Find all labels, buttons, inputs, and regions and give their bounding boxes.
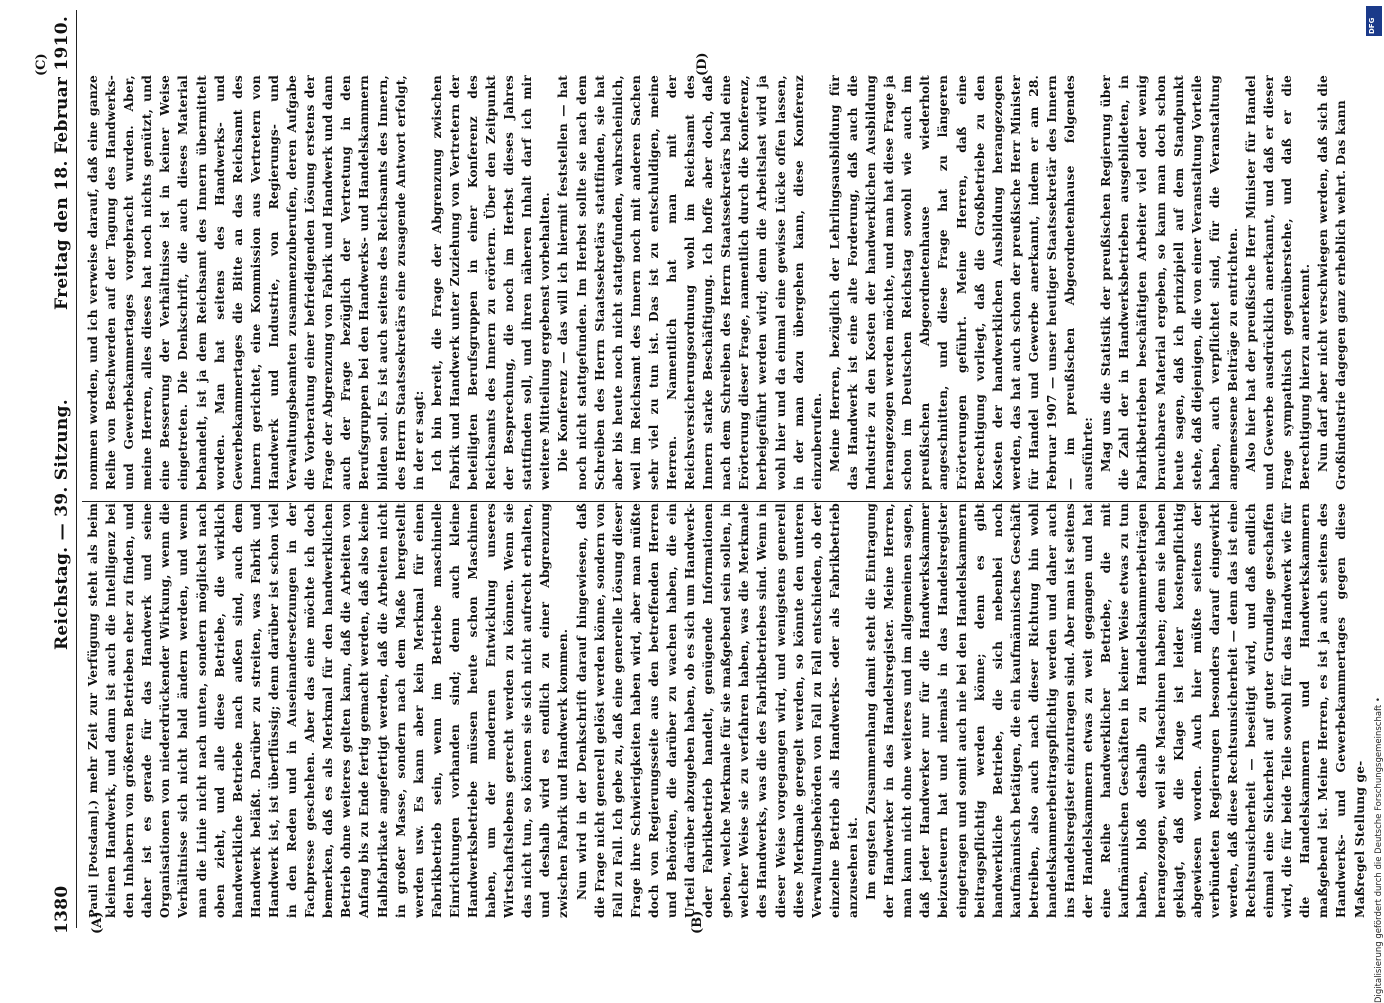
- session-title: Reichstag. — 39. Sitzung.: [52, 399, 72, 650]
- margin-mark-a: (A): [90, 911, 105, 934]
- credit-text: Digitalisierung gefördert durch die Deutsche Forschungsgemeinschaft •: [1374, 697, 1384, 1003]
- paragraph: Also hier hat der preußische Herr Minister für Handel und Gewerbe ausdrücklich anerkannt, und daß er dieser Frage sympathisch gegenüberstehe, und daß er die Berechtigung hierzu anerkennt.: [1244, 75, 1313, 490]
- left-column: [84, 503, 1367, 918]
- margin-mark-b: (B): [690, 910, 705, 934]
- paragraph: Die Konferenz — das will ich hiermit feststellen — hat noch nicht stattgefunden. Im Herbst sollte sie nach dem Schreiben des Herrn Staatssekretärs stattfinden, sie hat aber bis heute noch nicht stattgefunden, wahrscheinlich, weil im Reichsamt des Innern noch mit anderen Sachen sehr viel zu tun ist. Das ist zu entschuldigen, meine Herren. Namentlich hat man mit der Reichsversicherungsordnung wohl im Reichsamt des Innern starke Beschäftigung. Ich hoffe aber doch, daß nach dem Schreiben des Herrn Staatssekretärs bald eine Erörterung dieser Frage, namentlich durch die Konferenz, herbeigeführt werden wird; denn die Arbeitslast wird ja wohl hier und da einmal eine gewisse Lücke offen lassen, in der man dazu übergehen kann, diese Konferenz einzuberufen.: [556, 75, 824, 490]
- quoted-paragraph: Mag uns die Statistik der preußischen Regierung über die Zahl der in Handwerksbetrieben ausgebildeten, in Fabrikbetrieben beschäftigten Arbeiter viel oder wenig brauchbares Material ergeben, so kann man doch schon heute sagen, daß ich prinzipiell auf dem Standpunkt stehe, daß diejenigen, die von einer Veranstaltung Vorteile haben, auch verpflichtet sind, für die Veranstaltung angemessene Beiträge zu entrichten.: [1099, 75, 1240, 490]
- paragraph: Im engsten Zusammenhang damit steht die Eintragung der Handwerker in das Handelsregister. Meine Herren, man kann nicht ohne weiteres und im allgemeinen sagen, daß jeder Handwerker nur für die Handwerkskammer beizusteuern hat und niemals in das Handelsregister eingetragen und somit auch nie bei den Handelskammern beitragspflichtig werden könne; denn es gibt handwerkliche Betriebe, die sich nebenbei noch kaufmännisch betätigen, die ein kaufmännisches Geschäft betreiben, also auch nach dieser Richtung hin wohl handelskammerbeitragspflichtig werden und daher auch ins Handelsregister einzutragen sind. Aber man ist seitens der Handelskammern etwas zu weit gegangen und hat eine Reihe handwerklicher Betriebe, die mit kaufmännischen Geschäften in keiner Weise etwas zu tun haben, bloß deshalb zu Handelskammerbeiträgen herangezogen, weil sie Maschinen haben; denn sie haben geklagt, daß die Klage ist leider kostenpflichtig abgewiesen worden. Auch hier müßte seitens der verbündeten Regierungen besonders darauf eingewirkt werden, daß diese Rechtsunsicherheit — denn das ist eine Rechtsunsicherheit — beseitigt wird, und daß endlich einmal eine Sicherheit auf guter Grundlage geschaffen wird, die für beide Teile sowohl für das Handwerk wie für die Handelskammern und Handwerkskammern maßgebend ist. Meine Herren, es ist ja auch seitens des Handwerks- und Gewerbekammertages gegen diese Maßregel Stellung ge-: [864, 503, 1367, 918]
- paragraph: Nun wird in der Denkschrift darauf hingewiesen, daß die Frage nicht generell gelöst werden könne, sondern von Fall zu Fall. Ich gebe zu, daß eine generelle Lösung dieser Frage ihre Schwierigkeiten haben wird, aber man müßte doch von Regierungsseite aus den betreffenden Herren und Behörden, die darüber zu wachen haben, die ein Urteil darüber abzugeben haben, ob es sich um Handwerk- oder Fabrikbetrieb handelt, genügende Informationen geben, welche Merkmale für sie maßgebend sein sollen, in welcher Weise sie zu verfahren haben, was die Merkmale des Handwerks, was die des Fabrikbetriebes sind. Wenn in dieser Weise vorgegangen wird, und wenigstens generell diese Merkmale geregelt werden, so könnte den unteren Verwaltungsbehörden von Fall zu Fall entschieden, ob der einzelne Betrieb als Handwerks- oder als Fabrikbetrieb anzusehen ist.: [574, 503, 860, 918]
- margin-mark-d: (D): [695, 52, 710, 76]
- dfg-logo: DFG: [1366, 6, 1382, 36]
- paragraph: nommen worden, und ich verweise darauf, daß eine ganze Reihe von Beschwerden auf der Tagung des Handwerks- und Gewerbekammertages vorgebracht wurden. Aber, meine Herren, alles dieses hat noch nichts genützt, und eine Besserung der Verhältnisse ist in keiner Weise eingetreten. Die Denkschrift, die auch dieses Material behandelt, ist ja dem Reichsamt des Innern übermittelt worden. Man hat seitens des Handwerks- und Gewerbekammertages die Bitte an das Reichsamt des Innern gerichtet, eine Kommission aus Vertretern von Handwerk und Industrie, von Regierungs- und Verwaltungsbeamten zusammenzuberufen, deren Aufgabe die Vorberatung einer befriedigenden Lösung erstens der Frage der Abgrenzung von Fabrik und Handwerk und dann auch der Frage bezüglich der Vertretung in den Berufsgruppen bei den Handwerks- und Handelskammern bilden soll. Es ist auch seitens des Reichsamts des Innern, des Herrn Staatssekretärs eine zusagende Antwort erfolgt, in der er sagt:: [86, 75, 426, 490]
- session-date: Freitag den 18. Februar 1910.: [52, 15, 72, 310]
- header-rule: [76, 10, 77, 928]
- page-header: [52, 0, 74, 1000]
- right-column: [84, 75, 1349, 490]
- column-divider: [82, 501, 1237, 502]
- paragraph: Nun darf aber nicht verschwiegen werden, daß sich die Großindustrie dagegen ganz erheblich wehrt. Das kann: [1316, 75, 1349, 490]
- quoted-paragraph: Ich bin bereit, die Frage der Abgrenzung zwischen Fabrik und Handwerk unter Zuziehung von Vertretern der beteiligten Berufsgruppen in einer Konferenz des Reichsamts des Innern zu erörtern. Über den Zeitpunkt der Besprechung, die noch im Herbst dieses Jahres stattfinden soll, und ihren näheren Inhalt darf ich mir weitere Mitteilung ergebenst vorbehalten.: [429, 75, 553, 490]
- speaker-label: Pauli [Potsdam].): [86, 799, 100, 918]
- paragraph: mehr Zeit zur Verfügung steht als beim kleinen Handwerk, und dann ist auch die Intelligenz bei den Inhabern von größeren Betrieben eher zu finden, und daher ist es gerade für das Handwerk und seine Organisationen von niederdrückender Wirkung, wenn die Verhältnisse sich nicht bald ändern werden, und wenn man die Linie nicht nach unten, sondern möglichst nach oben zieht, und alle diese Betriebe, die wirklich handwerkliche Betriebe nach außen sind, auch dem Handwerk beläßt. Darüber zu streiten, was Fabrik und Handwerk ist, ist überflüssig; denn darüber ist schon viel in den Reden und in Auseinandersetzungen in der Fachpresse geschehen. Aber das eine möchte ich doch bemerken, daß es als Merkmal für den handwerklichen Betrieb ohne weiteres gelten kann, daß die Arbeiten von Anfang bis zu Ende fertig gemacht werden, daß also keine Halbfabrikate angefertigt werden, daß die Arbeiten nicht in großer Masse, sondern nach dem Maße hergestellt werden usw. Es kann aber kein Merkmal für einen Fabrikbetrieb sein, wenn im Betriebe maschinelle Einrichtungen vorhanden sind; denn auch kleine Handwerksbetriebe müssen heute schon Maschinen haben, um der modernen Entwicklung unseres Wirtschaftslebens gerecht werden zu können. Wenn sie das nicht tun, so können sie sich nicht aufrecht erhalten, und deshalb wird es endlich zu einer Abgrenzung zwischen Fabrik und Handwerk kommen.: [86, 503, 571, 918]
- digitization-credit: [1370, 8, 1384, 1003]
- paragraph: Meine Herren, bezüglich der Lehrlingsausbildung für das Handwerk ist eine alte Forderung, daß auch die Industrie zu den Kosten der handwerklichen Ausbildung herangezogen werden möchte, und man hat diese Frage ja schon im Deutschen Reichstag sowohl wie auch im preußischen Abgeordnetenhause wiederholt angeschnitten, und diese Frage hat zu längeren Erörterungen geführt. Meine Herren, daß eine Berechtigung vorliegt, daß die Großbetriebe zu den Kosten der handwerklichen Ausbildung herangezogen werden, das hat auch schon der preußische Herr Minister für Handel und Gewerbe anerkannt, indem er am 28. Februar 1907 — unser heutiger Staatssekretär des Innern — im preußischen Abgeordnetenhause folgendes ausführte:: [827, 75, 1096, 490]
- margin-mark-c: (C): [34, 53, 49, 76]
- page-number: 1380: [52, 885, 72, 934]
